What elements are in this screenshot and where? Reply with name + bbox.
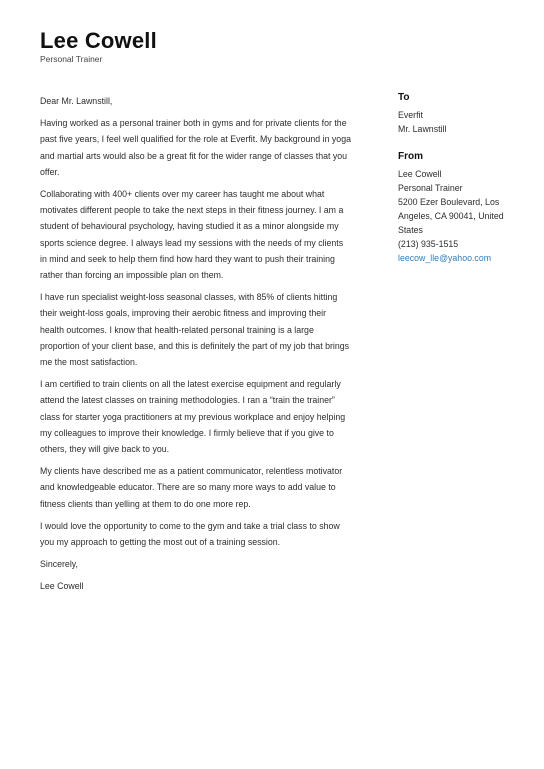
signature: Lee Cowell xyxy=(40,581,84,592)
to-heading: To xyxy=(398,92,410,103)
sender-phone: (213) 935-1515 xyxy=(398,239,459,249)
closing: Sincerely, xyxy=(40,559,78,570)
sender-block xyxy=(398,150,518,265)
recipient-block xyxy=(398,91,518,136)
recipient-person: Mr. Lawnstill xyxy=(398,124,447,134)
sidebar xyxy=(398,91,518,279)
paragraph-5: My clients have described me as a patient communicator, relentless motivator and knowledgeable educator. There are so many more ways to add value to fitness clients than yelling at them to do one more rep. xyxy=(40,466,343,509)
recipient-company: Everfit xyxy=(398,110,423,120)
applicant-role: Personal Trainer xyxy=(40,54,103,64)
paragraph-1: Having worked as a personal trainer both in gyms and for private clients for the past five years, I feel well qualified for the role at Everfit. My background in yoga and martial arts would also be a great fit for the wider range of classes that you offer. xyxy=(40,118,351,177)
paragraph-2: Collaborating with 400+ clients over my career has taught me about what motivates different people to take the next steps in their fitness journey. I am a student of behavioural psychology, having studied it as a minor alongside my sports science degree. I always lead my sessions with the needs of my clients in mind and seek to help them find how hard they want to push their training rather than forcing an impossible plan on them. xyxy=(40,189,344,281)
letter-body xyxy=(40,93,352,601)
applicant-name: Lee Cowell xyxy=(40,28,157,53)
salutation: Dear Mr. Lawnstill, xyxy=(40,96,113,106)
sender-address: 5200 Ezer Boulevard, Los Angeles, CA 90041, United States xyxy=(398,197,504,235)
sender-email-link[interactable]: leecow_lle@yahoo.com xyxy=(398,253,492,263)
paragraph-3: I have run specialist weight-loss seasonal classes, with 85% of clients hitting their weight-loss goals, improving their aerobic fitness and improving their health outcomes. I know that health-related personal training is a large proportion of your client base, and this is definitely the part of my job that brings me the most satisfaction. xyxy=(40,292,350,368)
sender-name: Lee Cowell xyxy=(398,169,442,179)
paragraph-4: I am certified to train clients on all the latest exercise equipment and regularly attend the latest classes on training methodologies. I ran a “train the trainer” class for starter yoga practitioners at my previous workplace and enjoy helping my colleagues to improve their knowledge. I firmly believe that if you give to others, they will give back to you. xyxy=(40,379,346,455)
sender-role: Personal Trainer xyxy=(398,183,463,193)
paragraph-6: I would love the opportunity to come to the gym and take a trial class to show you my approach to getting the most out of a training session. xyxy=(40,520,340,548)
from-heading: From xyxy=(398,151,423,162)
